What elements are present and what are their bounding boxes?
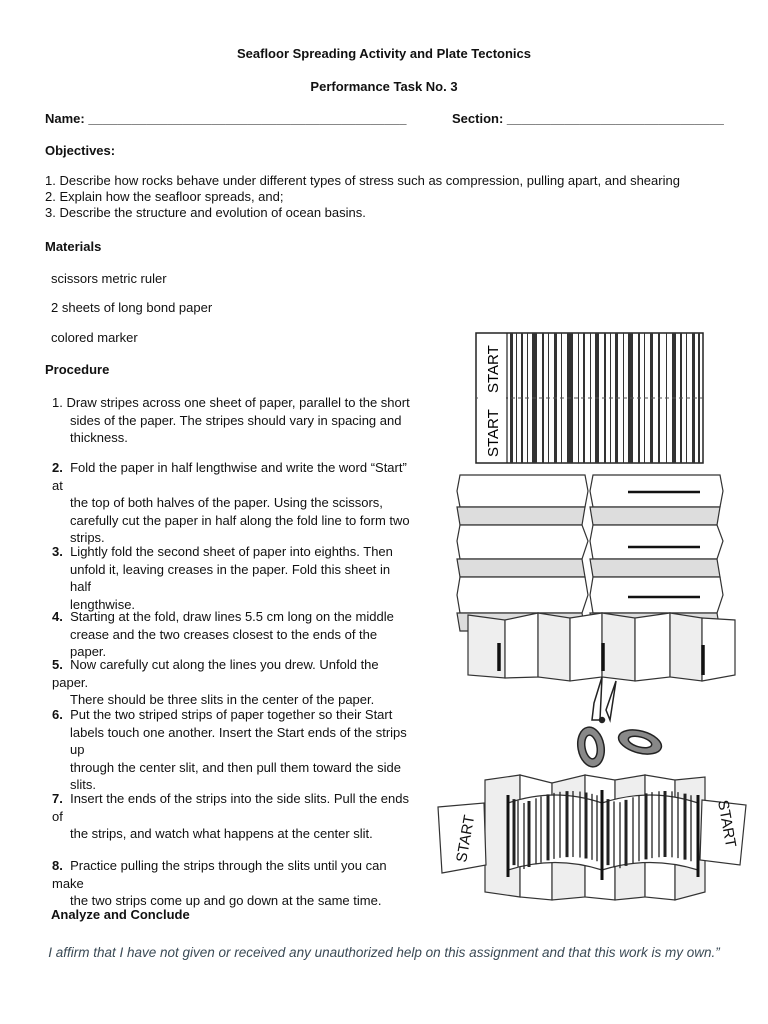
material-item: colored marker [51, 330, 138, 345]
page-title: Seafloor Spreading Activity and Plate Tectonics [236, 46, 532, 61]
start-label: START [714, 798, 740, 849]
stripe [578, 333, 579, 463]
step-number: 2. [52, 460, 63, 475]
objectives-heading: Objectives: [45, 143, 116, 158]
start-label: START [453, 813, 479, 864]
procedure-step [52, 857, 412, 910]
procedure-step [52, 706, 412, 794]
start-label: START [485, 409, 502, 457]
procedure-step [52, 394, 412, 447]
material-item: 2 sheets of long bond paper [51, 300, 213, 315]
step-number: 8. [52, 858, 63, 873]
step-text: the strips, and watch what happens at the center slit. [70, 826, 373, 841]
procedure-heading: Procedure [45, 362, 110, 377]
procedure-step [52, 608, 412, 661]
step-text: crease and the two creases closest to the ends of the paper. [70, 626, 378, 659]
step-text: the two strips come up and go down at the same time. [70, 893, 382, 908]
procedure-step [52, 790, 412, 843]
name-field[interactable]: Name: ____________________________________________ [45, 111, 407, 126]
analyze-heading: Analyze and Conclude [51, 907, 190, 922]
procedure-step [52, 656, 412, 709]
step-number: 7. [52, 791, 63, 806]
accordion-sheet [468, 613, 735, 681]
step-number: 1. [52, 395, 63, 410]
step-text: There should be three slits in the center of the paper. [70, 692, 375, 707]
step-text: lengthwise. [70, 596, 136, 612]
step-text: thickness. [70, 430, 128, 445]
striped-sheet [476, 333, 703, 463]
objective-item: 2. Explain how the seafloor spreads, and; [45, 189, 284, 204]
step-text: strips. [70, 530, 105, 545]
objective-item: 3. Describe the structure and evolution of ocean basins. [45, 205, 366, 220]
step-number: 6. [52, 707, 63, 722]
step-text: Put the two striped strips of paper together so their Start [70, 707, 393, 722]
seafloor-model-illustration [430, 325, 750, 905]
scissors-icon [575, 677, 664, 769]
step-number: 3. [52, 544, 63, 559]
start-label: START [485, 345, 502, 393]
material-item: scissors metric ruler [51, 271, 167, 286]
procedure-step [52, 543, 412, 613]
procedure-step [52, 459, 412, 547]
step-text: Draw stripes across one sheet of paper, parallel to the short [66, 395, 410, 410]
step-text: Lightly fold the second sheet of paper into eighths. Then [70, 544, 393, 559]
affirmation-statement: I affirm that I have not given or received any unauthorized help on this assignment and that this work is my own.” [48, 945, 720, 960]
stripe [698, 333, 700, 463]
step-text: Now carefully cut along the lines you drew. Unfold the paper. [52, 657, 379, 690]
step-text: Practice pulling the strips through the slits until you can make [52, 858, 387, 891]
step-text: Insert the ends of the strips into the side slits. Pull the ends of [52, 791, 409, 824]
step-text: Starting at the fold, draw lines 5.5 cm long on the middle [70, 609, 394, 624]
objective-item: 1. Describe how rocks behave under different types of stress such as compression, pulling apart, and shearing [45, 173, 680, 188]
step-number: 4. [52, 609, 63, 624]
step-text: Fold the paper in half lengthwise and write the word “Start” at [52, 460, 407, 493]
step-text: slits. [70, 777, 96, 792]
step-number: 5. [52, 657, 63, 672]
step-text: sides of the paper. The stripes should vary in spacing and [70, 412, 402, 428]
materials-heading: Materials [45, 239, 102, 254]
assembled-model [438, 775, 746, 900]
step-text: through the center slit, and then pull them toward the side [70, 759, 401, 775]
step-text: unfold it, leaving creases in the paper. Fold this sheet in half [70, 561, 391, 594]
section-field[interactable]: Section: ______________________________ [452, 111, 724, 126]
folded-strips [457, 475, 723, 631]
step-text: carefully cut the paper in half along the fold line to form two [70, 512, 410, 528]
step-text: the top of both halves of the paper. Using the scissors, [70, 495, 383, 510]
stripe [516, 333, 517, 463]
step-text: labels touch one another. Insert the Start ends of the strips up [70, 724, 407, 757]
page-subtitle: Performance Task No. 3 [310, 79, 458, 94]
